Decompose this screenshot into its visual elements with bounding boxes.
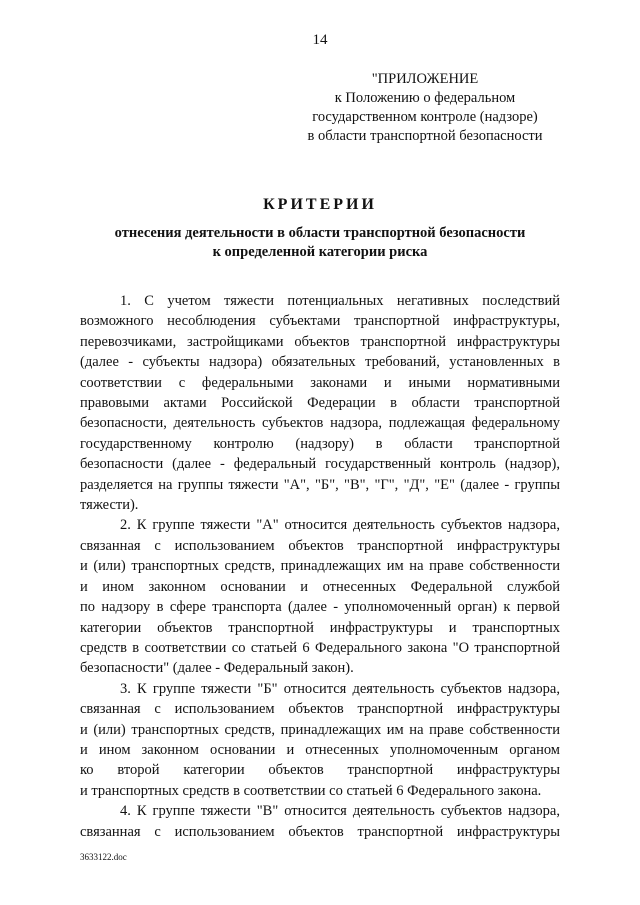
paragraph-line: и ином законном основании и отнесенных уполномоченным органом <box>80 741 560 758</box>
paragraph-line: категории объектов транспортной инфраструктуры и транспортных <box>80 619 560 636</box>
paragraph-line: безопасности" (далее - Федеральный закон). <box>80 660 354 677</box>
subtitle-line: отнесения деятельности в области транспортной безопасности <box>114 225 526 241</box>
paragraph-line: и ином законном основании и отнесенных Федеральной службой <box>80 578 560 595</box>
paragraph-line: перевозчиками, застройщиками объектов транспортной инфраструктуры <box>80 333 560 350</box>
appendix-ref-line: к Положению о федеральном <box>334 90 516 106</box>
document-subtitle <box>80 224 560 262</box>
subtitle-line: к определенной категории риска <box>212 244 428 260</box>
paragraph-line: 4. К группе тяжести "В" относится деятельность субъектов надзора, <box>120 803 560 820</box>
appendix-ref-line: государственном контроле (надзоре) <box>312 109 538 125</box>
paragraph-line: безопасности, деятельность субъектов надзора, подлежащая федеральному <box>80 415 560 432</box>
paragraph-line: безопасности (далее - федеральный государственный контроль (надзор), <box>80 456 560 473</box>
paragraph <box>80 291 560 515</box>
document-title: КРИТЕРИИ <box>263 196 377 213</box>
paragraph-line: по надзору в сфере транспорта (далее - уполномоченный орган) к первой <box>80 599 560 616</box>
paragraph-line: и (или) транспортных средств, принадлежащих им на праве собственности <box>80 558 560 575</box>
paragraph-line: 2. К группе тяжести "А" относится деятельность субъектов надзора, <box>120 517 560 534</box>
paragraph-line: средств в соответствии со статьей 6 Федерального закона "О транспортной <box>80 639 560 656</box>
document-body <box>80 291 560 842</box>
paragraph-line: ко второй категории объектов транспортной инфраструктуры <box>80 762 560 779</box>
file-code: 3633122.doc <box>80 852 127 862</box>
paragraph-line: правовыми актами Российской Федерации в области транспортной <box>80 395 560 412</box>
paragraph-line: государственному контролю (надзору) в области транспортной <box>80 435 560 452</box>
appendix-label: "ПРИЛОЖЕНИЕ <box>371 71 479 87</box>
paragraph-line: и (или) транспортных средств, принадлежащих им на праве собственности <box>80 721 560 738</box>
paragraph-line: 3. К группе тяжести "Б" относится деятельность субъектов надзора, <box>120 680 560 697</box>
paragraph-line: связанная с использованием объектов транспортной инфраструктуры <box>80 701 560 718</box>
paragraph-line: связанная с использованием объектов транспортной инфраструктуры <box>80 537 560 554</box>
paragraph-line: 1. С учетом тяжести потенциальных негативных последствий <box>120 293 560 309</box>
paragraph-line: тяжести). <box>80 497 139 514</box>
paragraph-line: связанная с использованием объектов транспортной инфраструктуры <box>80 823 560 840</box>
paragraph <box>80 515 560 678</box>
paragraph-line: возможного несоблюдения субъектами транспортной инфраструктуры, <box>80 313 560 330</box>
paragraph-line: (далее - субъекты надзора) обязательных требований, установленных в <box>80 354 560 371</box>
paragraph-line: соответствии с федеральными законами и иными нормативными <box>80 374 560 391</box>
page-number: 14 <box>312 32 328 48</box>
paragraph-line: разделяется на группы тяжести "А", "Б", "В", "Г", "Д", "Е" (далее - группы <box>80 476 560 493</box>
appendix-heading <box>300 70 550 146</box>
paragraph <box>80 801 560 842</box>
paragraph <box>80 679 560 801</box>
paragraph-line: и транспортных средств в соответствии со статьей 6 Федерального закона. <box>80 782 542 799</box>
appendix-ref-line: в области транспортной безопасности <box>307 128 543 144</box>
